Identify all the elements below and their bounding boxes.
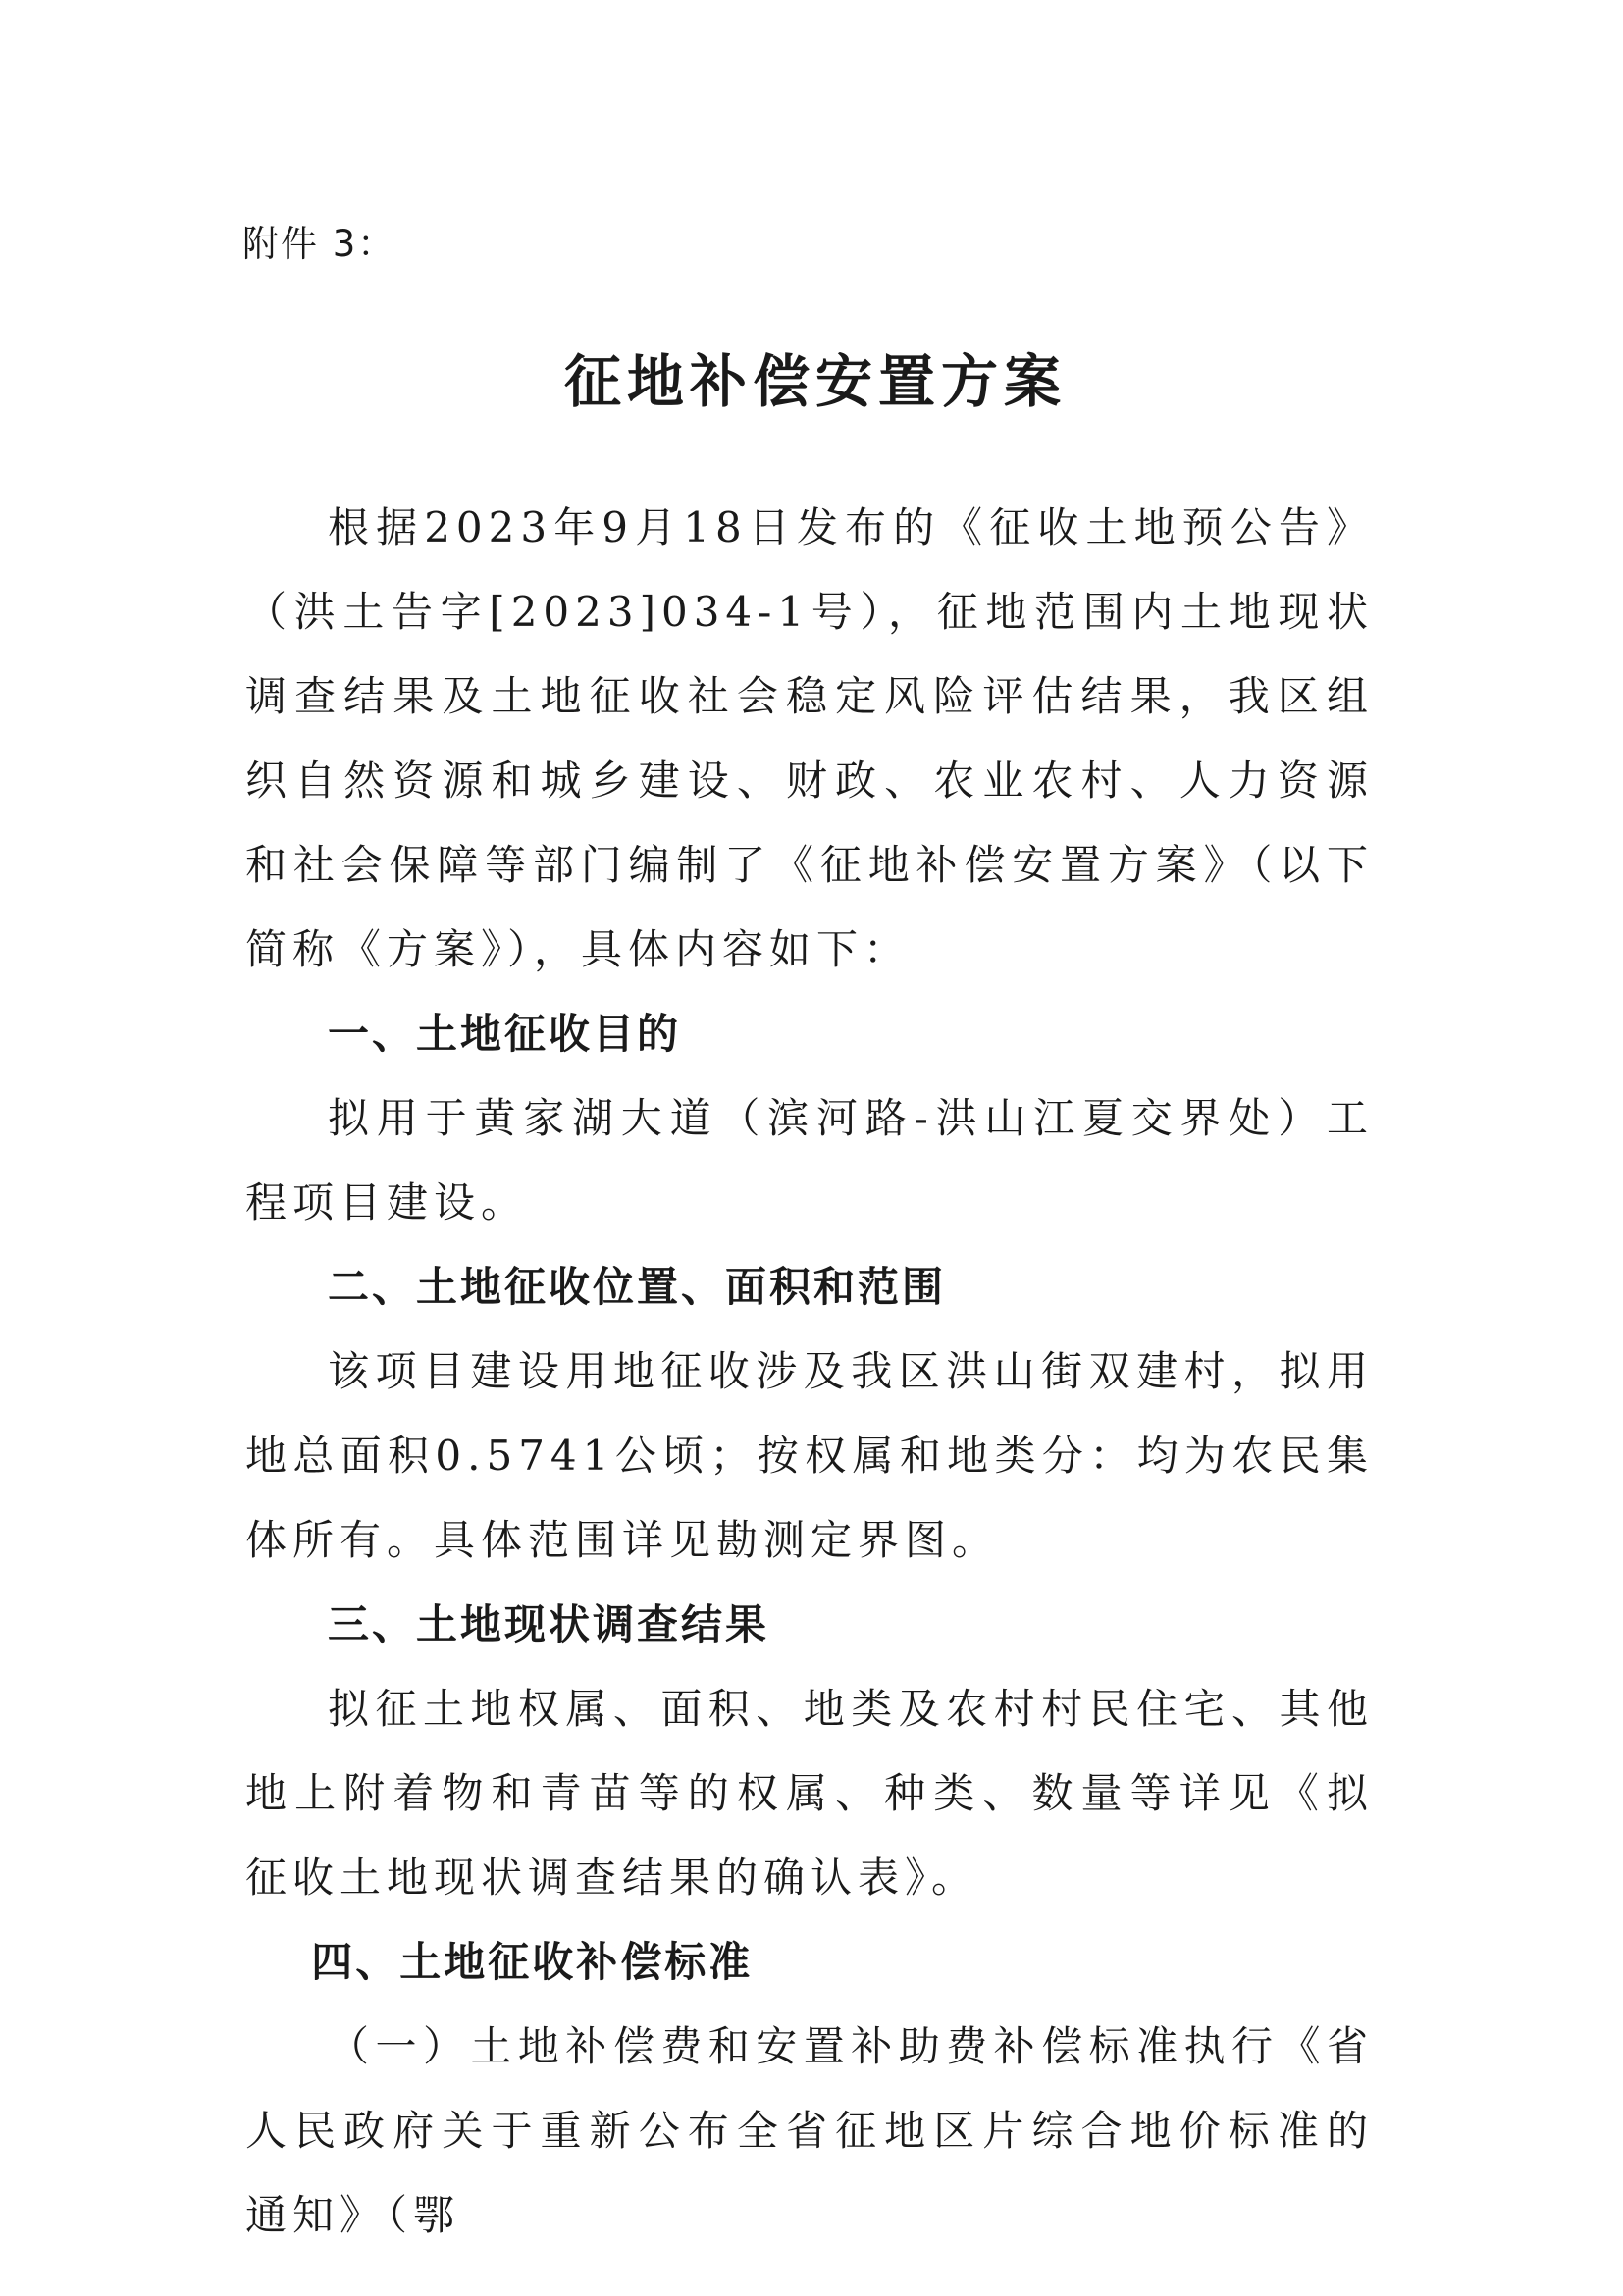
document-title: 征地补偿安置方案 <box>563 348 1067 415</box>
section-heading-purpose: 一、土地征收目的 <box>328 1010 682 1058</box>
section-paragraph: 该项目建设用地征收涉及我区洪山街双建村，拟用地总面积0.5741公顷；按权属和地类分：均为农民集体所有。具体范围详见勘测定界图。 <box>245 1347 1374 1564</box>
section-paragraph: 拟征土地权属、面积、地类及农村村民住宅、其他地上附着物和青苗等的权属、种类、数量等详见《拟征收土地现状调查结果的确认表》。 <box>245 1685 1374 1902</box>
intro-paragraph: 根据2023年9月18日发布的《征收土地预公告》（洪土告字[2023]034-1号），征地范围内土地现状调查结果及土地征收社会稳定风险评估结果，我区组织自然资源和城乡建设、财政、农业农村、人力资源和社会保障等部门编制了《征地补偿安置方案》（以下简称《方案》），具体内容如下： <box>245 503 1374 973</box>
section-heading-location: 二、土地征收位置、面积和范围 <box>328 1263 947 1311</box>
section-heading-survey: 三、土地现状调查结果 <box>328 1600 770 1648</box>
section-heading-compensation: 四、土地征收补偿标准 <box>311 1938 754 1986</box>
section-paragraph: 拟用于黄家湖大道（滨河路-洪山江夏交界处）工程项目建设。 <box>245 1094 1374 1226</box>
attachment-label: 附件 3： <box>242 223 396 265</box>
document-body <box>245 486 1374 2258</box>
section-paragraph: （一）土地补偿费和安置补助费补偿标准执行《省人民政府关于重新公布全省征地区片综合地价标准的通知》（鄂 <box>245 2022 1374 2239</box>
